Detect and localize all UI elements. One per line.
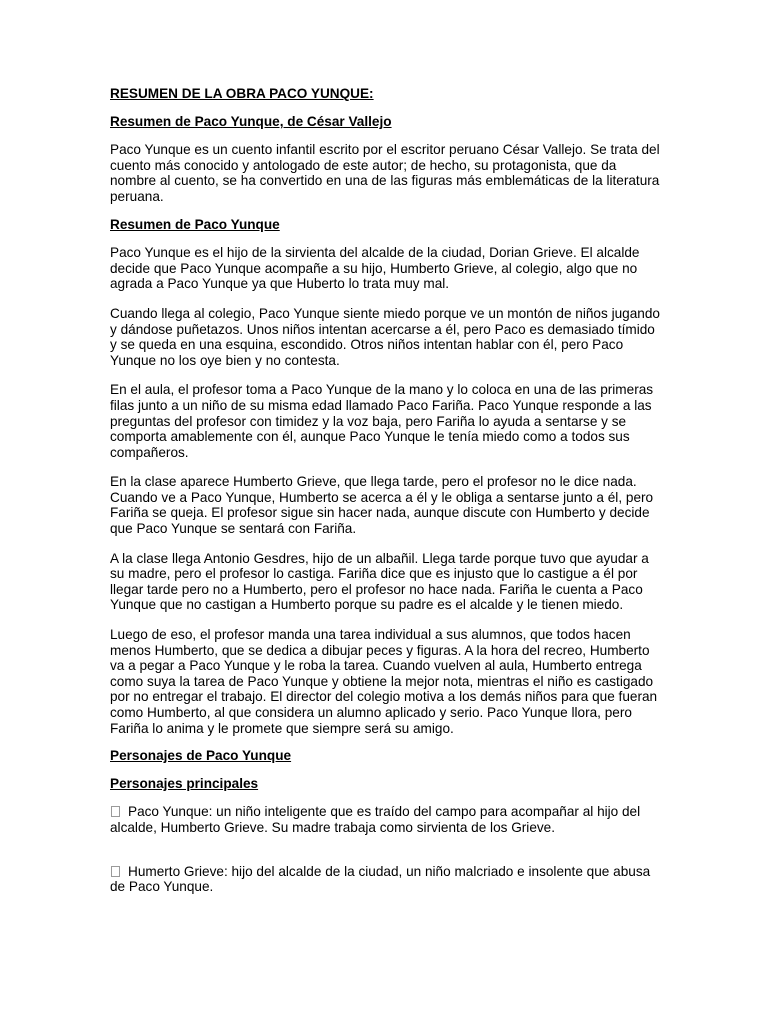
bullet-icon	[111, 866, 120, 877]
paragraph-resumen-5: A la clase llega Antonio Gesdres, hijo de un albañil. Llega tarde porque tuvo que ayudar a su madre, pero el profesor lo castiga. Fariña dice que es injusto que lo castigue a él por llegar tarde pero no a Humberto, pero el profesor no hace nada. Fariña le cuenta a Paco Yunque que no castigan a Humberto porque su padre es el alcalde y le tienen miedo.	[110, 550, 649, 613]
list-item	[110, 804, 662, 835]
paragraph-intro: Paco Yunque es un cuento infantil escrito por el escritor peruano César Vallejo. Se trata del cuento más conocido y antologado de este autor; de hecho, su protagonista, que da nombre al cuento, se ha convertido en una de las figuras más emblemáticas de la literatura peruana.	[110, 142, 660, 204]
paragraph-resumen-4: En la clase aparece Humberto Grieve, que llega tarde, pero el profesor no le dice nada. Cuando ve a Paco Yunque, Humberto se acerca a él y le obliga a sentarse junto a él, pero Fariña se queja. El profesor sigue sin hacer nada, aunque discute con Humberto y decide que Paco Yunque se sentará con Fariña.	[110, 474, 654, 537]
list-item-text: Paco Yunque: un niño inteligente que es traído del campo para acompañar al hijo del alcalde, Humberto Grieve. Su madre trabaja como sirvienta de los Grieve.	[110, 804, 641, 835]
section-heading-resumen-autor: Resumen de Paco Yunque, de César Vallejo	[110, 113, 392, 129]
paragraph-resumen-6: Luego de eso, el profesor manda una tarea individual a sus alumnos, que todos hacen menos Humberto, que se dedica a dibujar peces y figuras. A la hora del recreo, Humberto va a pegar a Paco Yunque y le roba la tarea. Cuando vuelven al aula, Humberto entrega como suya la tarea de Paco Yunque y obtiene la mejor nota, mientras el niño es castigado por no entregar el trabajo. El director del colegio motiva a los demás niños para que fueran como Humberto, al que considera un alumno aplicado y serio. Paco Yunque llora, pero Fariña lo anima y le promete que siempre será su amigo.	[110, 627, 658, 736]
document-page	[110, 86, 662, 895]
paragraph-resumen-1: Paco Yunque es el hijo de la sirvienta del alcalde de la ciudad, Dorian Grieve. El alcalde decide que Paco Yunque acompañe a su hijo, Humberto Grieve, al colegio, algo que no agrada a Paco Yunque ya que Huberto lo trata muy mal.	[110, 245, 640, 292]
section-heading-resumen: Resumen de Paco Yunque	[110, 216, 280, 232]
list-item	[110, 864, 662, 895]
document-title: RESUMEN DE LA OBRA PACO YUNQUE:	[110, 86, 374, 101]
section-heading-personajes: Personajes de Paco Yunque	[110, 748, 292, 764]
paragraph-resumen-2: Cuando llega al colegio, Paco Yunque siente miedo porque ve un montón de niños jugando y dándose puñetazos. Unos niños intentan acercarse a él, pero Paco es demasiado tímido y se queda en una esquina, escondido. Otros niños intentan hablar con él, pero Paco Yunque no los oye bien y no contesta.	[110, 305, 660, 368]
list-item-text: Humerto Grieve: hijo del alcalde de la ciudad, un niño malcriado e insolente que abusa de Paco Yunque.	[110, 863, 651, 895]
subsection-heading-principales: Personajes principales	[110, 775, 259, 791]
bullet-icon	[111, 806, 120, 817]
paragraph-resumen-3: En el aula, el profesor toma a Paco Yunque de la mano y lo coloca en una de las primeras filas junto a un niño de su misma edad llamado Paco Fariña. Paco Yunque responde a las preguntas del profesor con timidez y la voz baja, pero Fariña lo ayuda a sentarse y se comporta amablemente con él, aunque Paco Yunque le tenía miedo como a todos sus compañeros.	[110, 382, 654, 460]
